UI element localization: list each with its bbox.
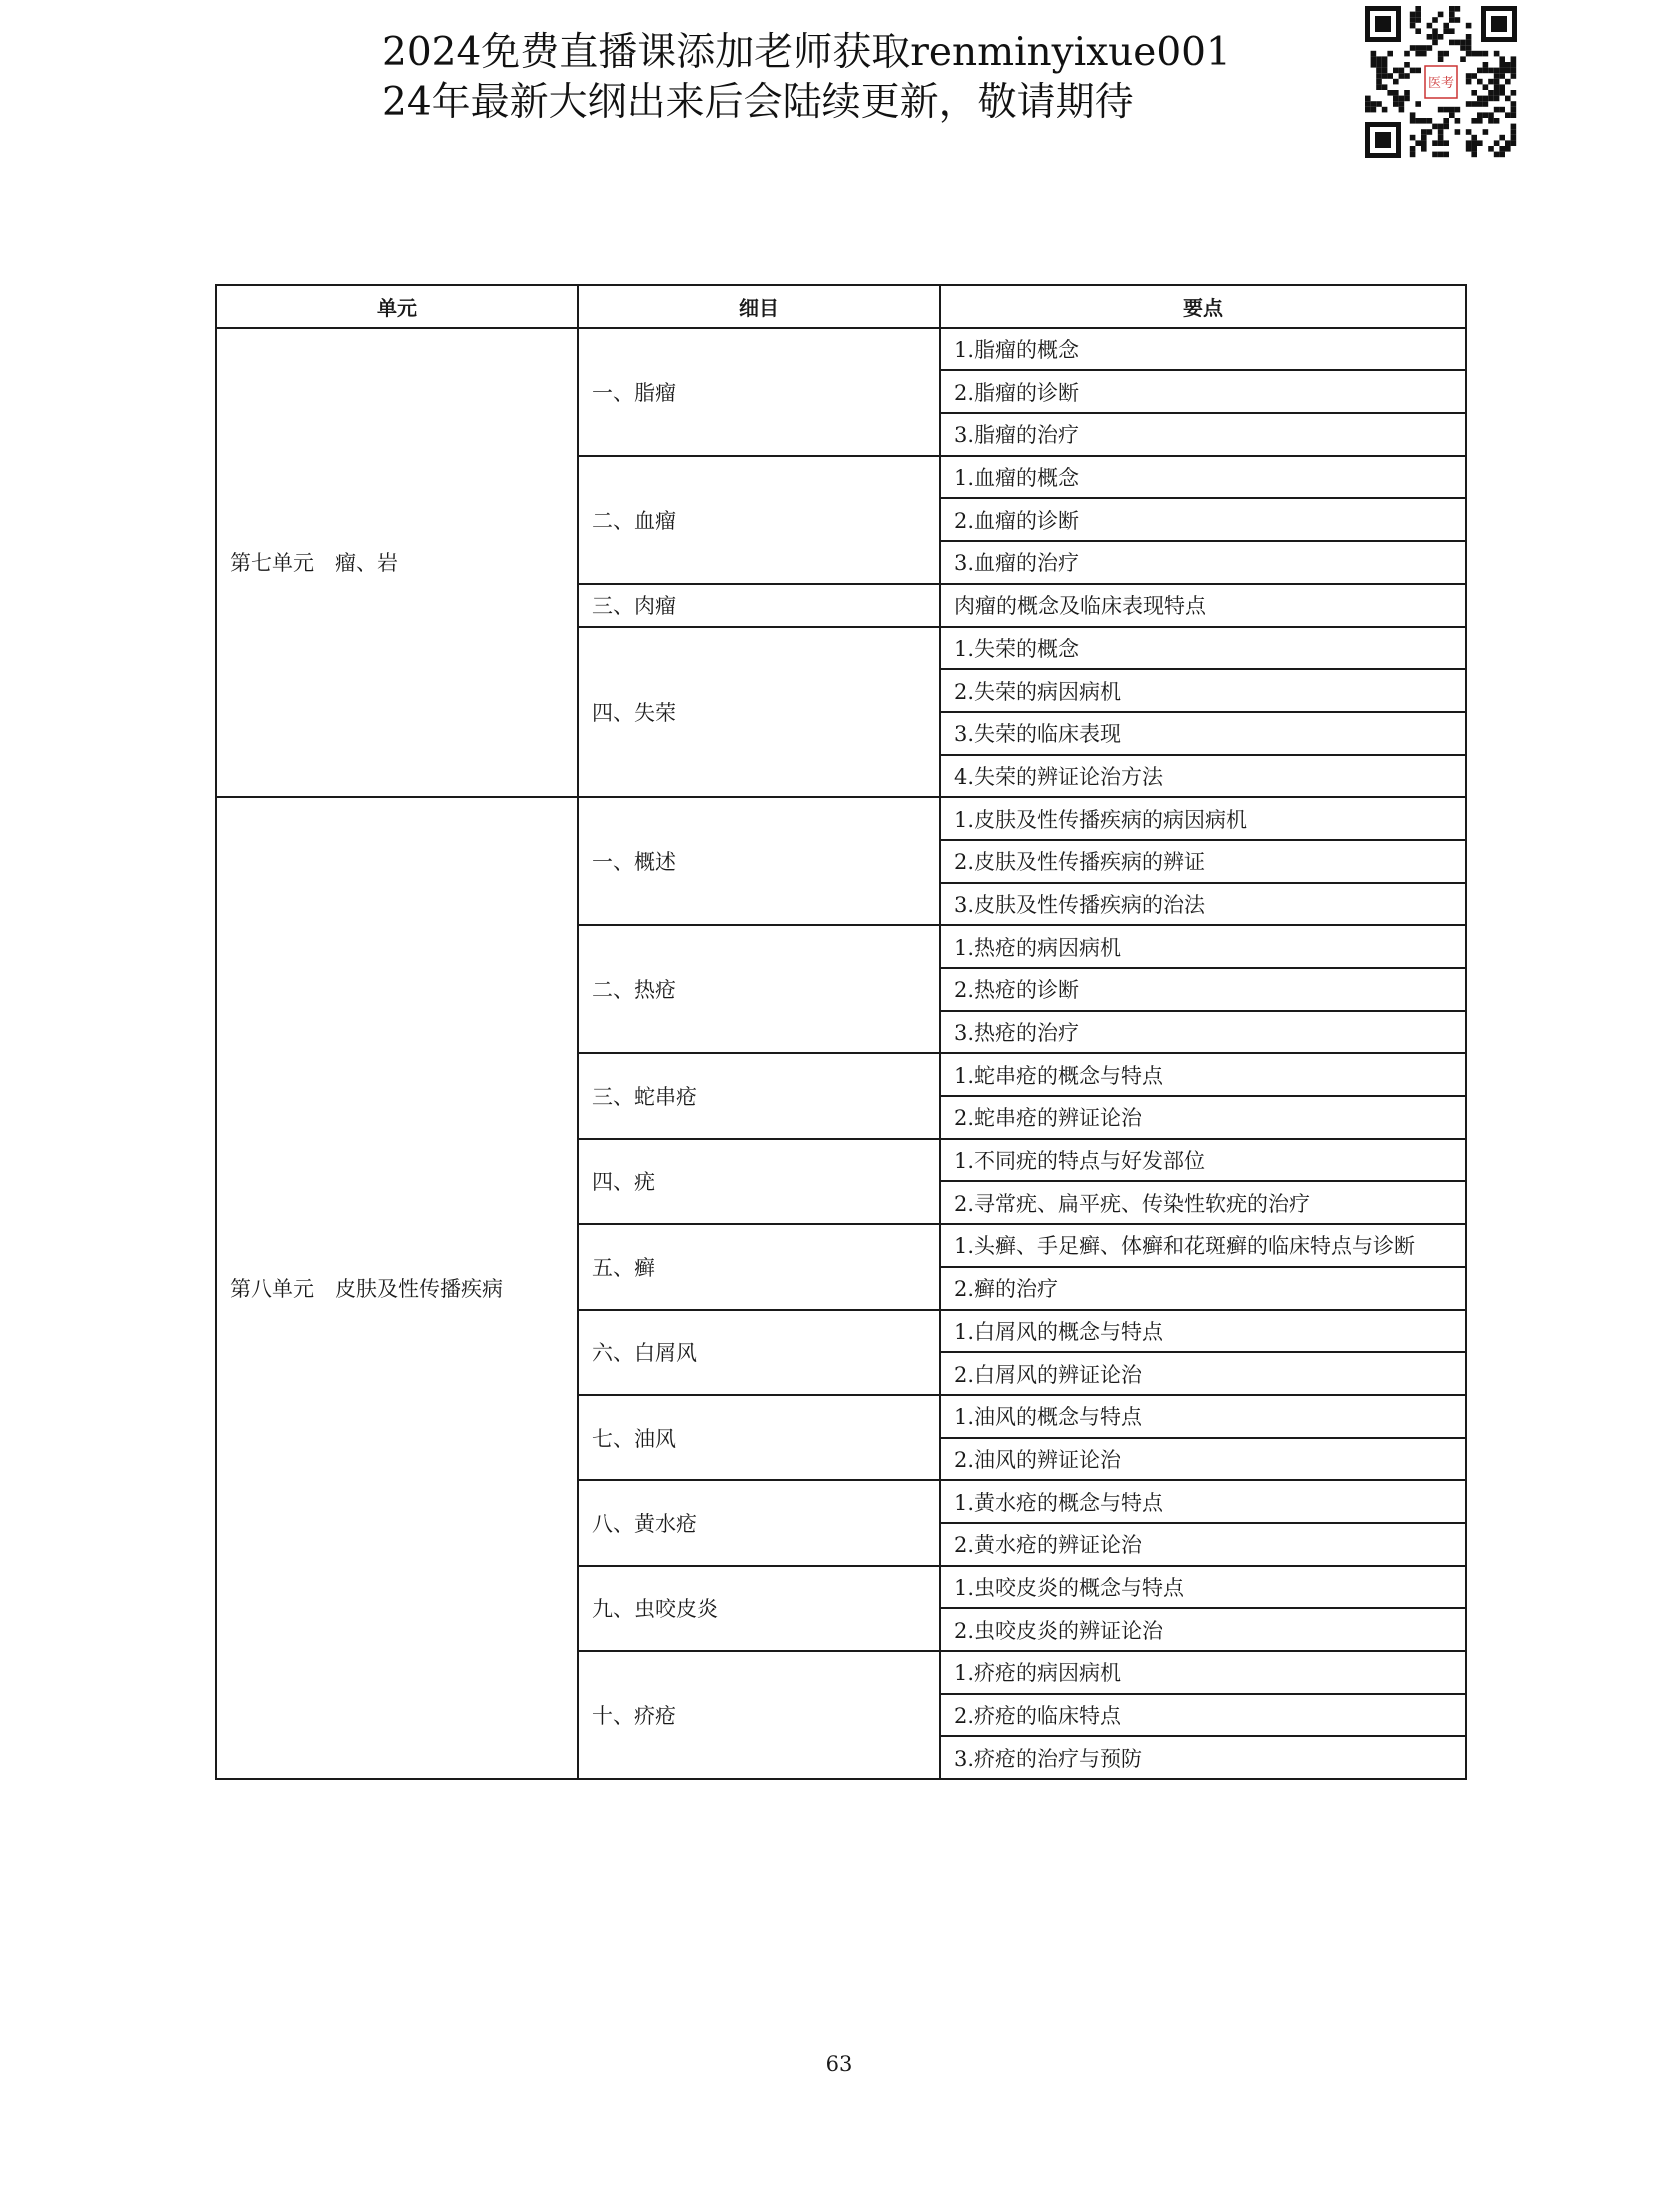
point-cell: 1.疥疮的病因病机 (940, 1651, 1466, 1694)
point-cell: 2.癣的治疗 (940, 1267, 1466, 1310)
item-cell: 四、失荣 (578, 627, 940, 798)
item-cell: 九、虫咬皮炎 (578, 1566, 940, 1651)
point-cell: 肉瘤的概念及临床表现特点 (940, 584, 1466, 627)
point-cell: 1.皮肤及性传播疾病的病因病机 (940, 797, 1466, 840)
point-cell: 2.热疮的诊断 (940, 968, 1466, 1011)
point-cell: 3.热疮的治疗 (940, 1011, 1466, 1054)
point-cell: 2.失荣的病因病机 (940, 669, 1466, 712)
point-cell: 2.皮肤及性传播疾病的辨证 (940, 840, 1466, 883)
unit-cell: 第七单元 瘤、岩 (216, 328, 578, 798)
qr-code (1363, 4, 1519, 160)
header-unit: 单元 (216, 285, 578, 328)
point-cell: 2.油风的辨证论治 (940, 1438, 1466, 1481)
point-cell: 1.蛇串疮的概念与特点 (940, 1053, 1466, 1096)
point-cell: 1.黄水疮的概念与特点 (940, 1480, 1466, 1523)
point-cell: 2.白屑风的辨证论治 (940, 1352, 1466, 1395)
point-cell: 2.脂瘤的诊断 (940, 370, 1466, 413)
point-cell: 3.疥疮的治疗与预防 (940, 1736, 1466, 1779)
item-cell: 八、黄水疮 (578, 1480, 940, 1565)
point-cell: 1.头癣、手足癣、体癣和花斑癣的临床特点与诊断 (940, 1224, 1466, 1267)
point-cell: 3.失荣的临床表现 (940, 712, 1466, 755)
point-cell: 2.寻常疣、扁平疣、传染性软疣的治疗 (940, 1181, 1466, 1224)
header-point: 要点 (940, 285, 1466, 328)
item-cell: 七、油风 (578, 1395, 940, 1480)
header-line-2: 24年最新大纲出来后会陆续更新，敬请期待 (382, 80, 1134, 125)
header-item: 细目 (578, 285, 940, 328)
point-cell: 2.虫咬皮炎的辨证论治 (940, 1608, 1466, 1651)
point-cell: 1.血瘤的概念 (940, 456, 1466, 499)
item-cell: 二、热疮 (578, 925, 940, 1053)
qr-code-image (1363, 4, 1519, 160)
table-row (216, 797, 1466, 840)
item-cell: 十、疥疮 (578, 1651, 940, 1779)
item-cell: 六、白屑风 (578, 1310, 940, 1395)
syllabus-table (215, 284, 1467, 1780)
item-cell: 三、肉瘤 (578, 584, 940, 627)
item-cell: 一、脂瘤 (578, 328, 940, 456)
point-cell: 2.黄水疮的辨证论治 (940, 1523, 1466, 1566)
item-cell: 二、血瘤 (578, 456, 940, 584)
table-body (216, 328, 1466, 1779)
qr-badge-text: 医考 (1427, 76, 1455, 91)
table-row (216, 328, 1466, 371)
point-cell: 1.不同疣的特点与好发部位 (940, 1139, 1466, 1182)
item-cell: 一、概述 (578, 797, 940, 925)
item-cell: 四、疣 (578, 1139, 940, 1224)
point-cell: 1.脂瘤的概念 (940, 328, 1466, 371)
point-cell: 1.白屑风的概念与特点 (940, 1310, 1466, 1353)
point-cell: 2.蛇串疮的辨证论治 (940, 1096, 1466, 1139)
page-header (382, 28, 1342, 128)
point-cell: 4.失荣的辨证论治方法 (940, 755, 1466, 798)
table-header-row (216, 285, 1466, 328)
header-line-1: 2024免费直播课添加老师获取renminyixue001 (382, 30, 1231, 75)
point-cell: 1.虫咬皮炎的概念与特点 (940, 1566, 1466, 1609)
point-cell: 1.失荣的概念 (940, 627, 1466, 670)
point-cell: 2.疥疮的临床特点 (940, 1694, 1466, 1737)
item-cell: 三、蛇串疮 (578, 1053, 940, 1138)
point-cell: 3.血瘤的治疗 (940, 541, 1466, 584)
point-cell: 3.脂瘤的治疗 (940, 413, 1466, 456)
point-cell: 1.热疮的病因病机 (940, 925, 1466, 968)
item-cell: 五、癣 (578, 1224, 940, 1309)
point-cell: 1.油风的概念与特点 (940, 1395, 1466, 1438)
point-cell: 3.皮肤及性传播疾病的治法 (940, 883, 1466, 926)
unit-cell: 第八单元 皮肤及性传播疾病 (216, 797, 578, 1779)
point-cell: 2.血瘤的诊断 (940, 498, 1466, 541)
page-number: 63 (825, 2052, 853, 2076)
